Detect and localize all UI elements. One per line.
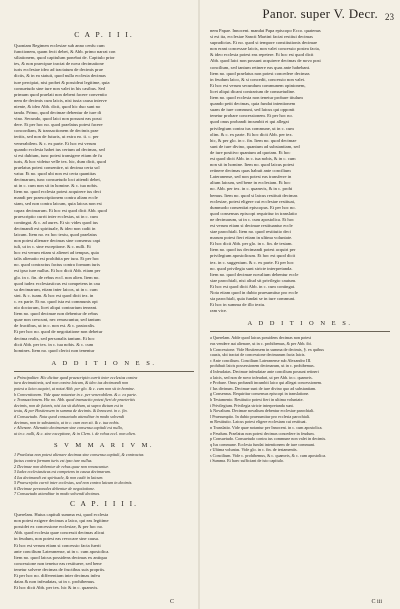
text-line: nem de decimis cum laicis, nisi iusta causa interve (14, 97, 107, 103)
text-line: ut in c. cum non sit in homine. & c. tua nobis. (14, 183, 99, 189)
text-line: in feudum, non potest eas revocare sine causa. (14, 536, 100, 542)
text-line: Et hoc in summa de illo textu. (210, 302, 266, 308)
addition-line: c Transactionem. Hic no. Abb. quod transactio potest fieri de praeteritis (14, 397, 136, 403)
text-line: datas & non infeudatas, ut in c. prohibemus. (14, 579, 96, 585)
text-line: hoc est verum etiam si alienet ad tempus, quia (14, 250, 99, 256)
text-line: privilegium contra ius commune, ut in c. cum (210, 125, 294, 131)
text-line: quod iudex ecclesiasticus est competens in cau (14, 280, 100, 286)
addition-line: s Concilium. Vide c. prohibemus, & c. quamvis, & c. cum apostolica. (210, 452, 327, 458)
text-line: praelatus potest consentire, ut decima certa sol (14, 164, 100, 170)
text-line: supradictas. Et no. quod si tempore constitutionis decimae (210, 40, 318, 46)
addition-line: e Probare. Onus probandi incumbit laico qui allegat concessionem. (210, 380, 323, 386)
text-line: consuetudo sine iure non valet in his casibus. Sed (14, 85, 105, 91)
text-line: Nota etiam quod in dubio praesumitur pro eccle (210, 290, 298, 296)
addition-line: textu, & per Hostiensem in summa de decimis. & Innocent. in c. fin. (14, 408, 128, 414)
text-line: no. Abb. per tex. in c. quamvis, & in c. prohi (210, 186, 293, 192)
text-line: primum quod praelati non debent facere conventio (14, 91, 107, 97)
text-line: Item no. quod decimae non debentur de rebus (14, 311, 98, 317)
text-line: si est dubium, tunc potest transigere etiam de fu (14, 152, 102, 158)
text-line: ram vice. (210, 308, 228, 314)
text-line: venerabilem. & c. ex parte. Et hoc est verum (14, 140, 97, 146)
text-line: no. quod privilegia sunt stricte interpretanda. (210, 265, 293, 271)
text-line: no. quod contractus factus contra formam iuris (14, 262, 100, 268)
additions-text (14, 375, 194, 437)
addition-line: n Translatio. Vide quae notantur per Innocent. in c. cum apostolica. (210, 424, 323, 430)
addition-line: iura decimationis, sed non contra laicum, & ideo ius decimandi non (14, 380, 129, 386)
addition-line: e Alienare. Alienatio decimarum sine consensu capituli est nulla, (14, 425, 123, 431)
text-line: siam, sed non contra laicum, quia laicus non est (14, 201, 102, 207)
addition-line: a laicis, sed non de novo infeudari, ut per Abb. in c. quamvis. (210, 374, 313, 380)
addition-line: t Summa. Et haec sufficiant de isto capitulo. (210, 458, 285, 464)
text-line: alium laicum, sed bene in ecclesiam. Et hoc (210, 180, 291, 186)
text-line: Et hoc est verum secundum communem opinionem, (210, 82, 306, 88)
addition-line: f Ius divinum. Decimae sunt de iure divino quo ad substantiam. (210, 385, 317, 391)
text-line: Et per hoc no. quod de negotiatione non debetur (14, 329, 103, 335)
addition-line: k Novalium. Decimae novalium debentur ecclesiae parochiali. (210, 408, 315, 414)
text-line: Item no. quod ecclesia non tenetur probare titulum (210, 95, 303, 101)
text-line: concilium, sed tantum retinere eas quas ante habebant. (210, 64, 311, 70)
addition-line: m Restitutio. Laicus potest eligere ecclesiam cui restituat. (210, 419, 307, 425)
additions-title: A D D I T I O N E S. (51, 359, 157, 367)
addition-line: a Principaliter. Hic dicitur quod praescriptio currit inter ecclesias contra (14, 374, 138, 380)
addition-line: p Consuetudo. Consuetudo contra ius commune non valet in decimis. (210, 436, 327, 442)
text-line: tenetur probare concessionem. Et per hoc no. (210, 113, 293, 119)
divider (210, 331, 390, 332)
text-line: marum potest fieri etiam in ultima voluntate. (210, 235, 293, 241)
text-line: olim. & c. ex parte. Et hoc dicit Abb. per tex. (210, 131, 293, 137)
addition-line: q Ius commune. Ecclesia fundat intentionem de iure communi. (210, 441, 316, 447)
text-line: Et hoc dicit Abb. per tex. hic & in c. quamvis. (14, 585, 99, 591)
commentary-text-right (210, 28, 390, 314)
page-header (0, 4, 400, 26)
text-line: Item no. quod laicus possidens decimas ex antiqua (14, 554, 107, 560)
text-line: Et per hoc no. differentiam inter decimas infeu (14, 573, 100, 578)
text-line: Lateranense, sed non potest eas transferre in (210, 174, 292, 180)
text-line: Item no. quod ecclesia potest acquirere ius deci (14, 189, 101, 195)
text-line: niente, & ideo Abb. dicit, quod hic duo sunt no (14, 103, 101, 109)
text-line: hic, & per glo. in c. fin. Item no. quod decimae (210, 137, 297, 143)
text-line: sint. & c. tuam. & hoc est quod dicit tex. in (14, 292, 94, 298)
divider (14, 371, 194, 372)
addition-line: b Concessione. Vide Hostiensem in summa de decimis, §. ex quibus (210, 346, 324, 352)
text-line: siae parochiali. Item no. quod restitutio deci (210, 229, 291, 235)
text-line: laicum. Item no. ex hoc textu, quod praelatus (14, 231, 97, 237)
summary-line: 4 Ius decimandi est spirituale, & non cadit in laicum. (14, 474, 104, 480)
text-line: vino. Secundo, quod laici non possunt eas possi (14, 116, 102, 122)
text-line: quando ecclesia habet ius certum ad decimas, sed (14, 146, 105, 152)
text-line: licet aliqui dicant contrarium de consuetudine. (210, 88, 296, 94)
folio-number: 23 (385, 12, 394, 22)
text-line: mandi per praescriptionem contra aliam eccle (14, 195, 98, 201)
addition-line: g Consensus. Requiritur consensus episcopi in translatione. (210, 391, 310, 397)
text-line: capax decimarum. Et hoc est quod dicit Abb. quod (14, 207, 107, 213)
text-line: decimandi est spirituale, & ideo non cadit in (14, 225, 96, 231)
text-line: non erant concessae laicis, non valet concessio postea facta, (210, 46, 320, 52)
text-line: dummodo consentiat episcopus. Et per hoc no. (210, 204, 296, 210)
text-line: non potest exigere decimas a laico, qui eas legitime (14, 518, 109, 524)
text-line: c. ex parte. Et no. quod ista est communis opi (14, 298, 98, 304)
text-line: dere. Et per hoc no. quod praelatus potest facere (14, 122, 103, 128)
text-line: privilegium apostolicum. Et hoc est quod dicit (210, 253, 296, 259)
text-line: de iure positivo quantum ad quotam. Et hoc (210, 149, 291, 155)
summary-line: factus contra formam iuris est ipso iure nullus. (14, 457, 93, 463)
text-line: tanda. Primo, quod decimae debentur de iure di (14, 110, 102, 116)
text-line: iure percipiat, nisi probet & possideat legitime, quia (14, 79, 110, 85)
text-line: siae parochiali, nisi aliud sit privilegio cautum. (210, 277, 297, 283)
summary-line: 6 Decimae personales debentur de negotiatione. (14, 485, 96, 491)
right-column (210, 28, 390, 600)
running-head: Panor. super V. Decr. (262, 6, 378, 21)
text-line: turis, & hoc videtur velle tex. hic, dum dicit, quod (14, 158, 106, 164)
addition-line: potest a laico acquiri, ut notat Abb. per glo. & c. cum non sit in homine. (14, 385, 135, 391)
text-line: est quod dicit Abb. in c. tua nobis, & in c. cum (210, 155, 296, 161)
text-line: Item no. quod praelatus non potest concedere decimas (210, 70, 310, 76)
text-line: teritis, sed non de futuris, ut extra eo. ti. c. per (14, 134, 99, 140)
addition-line: decimis, non de futuris, nisi ius sit dubium, ut supra dictum est in (14, 402, 124, 408)
text-line: decima realis, sed personalis tantum. Et hoc (14, 335, 95, 341)
text-line: bemus. Item no. quod si laicus restituit decimas (210, 192, 298, 198)
addition-line: prohibuit laicis possessionem decimarum, ut in c. prohibemus. (210, 363, 315, 369)
text-line: Abb. quod ecclesia quae concessit decimas alicui (14, 530, 105, 536)
addition-line: o Feudum. Praelatus non potest decimas concedere in feudum. (210, 430, 315, 436)
text-line: talis alienatio est prohibita per iura. Et per hoc (14, 256, 100, 262)
text-line: concordiam, & transactionem de decimis prae (14, 128, 99, 134)
text-line: tuli, ut in c. sine exceptione. & c. nulli. Et (14, 244, 91, 250)
chapter-title-2: C A P. I I I I. (70, 499, 138, 509)
text-line: est ipso iure nullus. Et hoc dicit Abb. etiam per (14, 268, 101, 274)
text-line: dicit Abb. per tex. in c. tua nobis. & c. cum (14, 341, 94, 347)
text-line: decimarum, tunc consuetudo loci attendi debet, (14, 177, 101, 183)
left-column (14, 28, 194, 600)
addition-line: r Ultima voluntas. Vide glo. in c. fin. de testamentis. (210, 447, 298, 453)
addition-line: c Ante concilium. Concilium Lateranense sub Alexandro III. (210, 357, 312, 363)
text-line: suam de iure communi, sed laicus qui opponit (210, 107, 295, 113)
summary-line: 2 Decimae non debentur de rebus quae non renascuntur. (14, 463, 109, 469)
summary-line: 5 Praescriptio currit inter ecclesias, sed non contra laicum in decimis. (14, 480, 133, 486)
text-line: sa decimarum, etiam inter laicos, ut in c. cum (14, 286, 98, 292)
summary-line: 7 Consuetudo attenditur in modo solvendi decimas. (14, 491, 101, 497)
addition-line: d Infeudatas. Decimae infeudatae ante concilium possunt retineri (210, 368, 319, 374)
text-line: Abb. quod laici non possunt acquirere decimas de novo post (210, 58, 321, 64)
text-line: Item no. quod decimae novalium debentur eccle (210, 271, 299, 277)
text-line: quod consensus episcopi requiritur in translatio (210, 210, 297, 216)
text-line: Quoniam Regimen ecclesiae sub anno cenfu cum (14, 43, 105, 48)
addition-line: b Conventionem. Vide quae notantur in c. per venerabilem. & c. ex parte. (14, 391, 138, 397)
text-line: non potest alienare decimas sine consensu capi (14, 238, 101, 243)
summary-text (14, 452, 194, 497)
addition-line: eas vendere aut alienare, ut in c. prohibemus, & per Abb. ibi. (210, 341, 312, 346)
text-line: de fructibus, ut in c. non est. & c. pastoralis. (14, 323, 96, 329)
text-line: Querelam. Huius capituli summa est, quod ecclesia (14, 512, 109, 518)
text-line: vatur. Et no. quod ubi non est certa quantitas (14, 170, 96, 176)
text-line: quae non crescunt, nec renascuntur, sed tantum (14, 317, 101, 323)
text-line: tes, & non praecipue tractat de nova decimatione (14, 61, 104, 67)
summary-title: S V M M A R I V M. (54, 442, 154, 450)
text-line: sia parochiali, quia fundat se in iure communi. (210, 296, 296, 302)
additions-text-right (210, 335, 390, 464)
text-line: Item no. quod ius decimandi potest acquiri per (210, 247, 296, 253)
text-line: ante concilium Lateranense, ut in c. cum apostolica. (14, 548, 110, 554)
column-gutter (198, 0, 200, 609)
addition-line: causis, ubi tractat de concessione decimarum facta laicis. (210, 352, 306, 358)
text-line: & ideo ecclesia potest eas repetere. Et hoc est quod dicit (210, 52, 314, 58)
text-line: si est ita, ecclesiae Sancti Martini faciat restitui decimas (210, 34, 313, 40)
text-line: contingat. & c. ad aures. Et sic vides quod ius (14, 219, 98, 225)
addition-line: ut in c. nulli, & c. sine exceptione, & in Clem. i. de rebus eccl. non alien. (14, 430, 136, 436)
addition-line: l Praesumptio. In dubio praesumitur pro ecclesia parochiali. (210, 413, 311, 419)
text-line: est verum etiam si decimae restituantur eccle (210, 223, 293, 228)
text-line: homines. Item no. quod clerici non tenentur (14, 347, 95, 353)
addition-line: d Consuetudo. Nota quod consuetudo attenditur in modo solvendi (14, 413, 125, 419)
signature-mark-left: C (170, 599, 175, 605)
additions-title-right: A D D I T I O N E S. (247, 320, 353, 328)
addition-line: decimas, non in substantia, ut in c. cum non sit. & c. tua nobis. (14, 419, 120, 425)
text-line: dictis, & in ea statuit, quod nulla ecclesia decimas (14, 73, 106, 79)
text-line: Et hoc est verum etiam si concessio facta fuerit (14, 542, 101, 548)
addition-line: h Testamento. Restitutio potest fieri in ultima voluntate. (210, 396, 304, 402)
text-line: possidet ex concessione ecclesiae, & per hoc no. (14, 524, 104, 530)
text-line: praescriptio currit inter ecclesias, ut in c. cum (14, 213, 98, 219)
text-line: siliationem, quod capitulum ponebat de. Capitulo prior (14, 55, 115, 61)
text-line: non sit in homine. Item no. quod laicus potest (210, 162, 294, 168)
text-line: nem Papae. Innocent. mandat Papa episcopo Ecco. quatenus (210, 28, 321, 33)
text-line: iuris ecclesiae ideo ad tractatum de decimis prae (14, 67, 103, 73)
text-line: concessione non tenetur eas restituere, sed bene (14, 560, 102, 566)
text-line: nio doctorum, licet aliqui contrarium teneant. (14, 305, 98, 311)
text-line: ne decimarum, ut in c. cum apostolica. Et hoc (210, 216, 295, 222)
text-line: quando petit decimas, quia fundat intentionem (210, 101, 296, 107)
text-line: tenetur solvere decimas de fructibus suis propriis. (14, 566, 106, 572)
text-line: ecclesiae, potest eligere cui ecclesiae restituat, (210, 198, 296, 204)
summary-line: 3 Iudex ecclesiasticus est competens in causa decimarum. (14, 469, 111, 475)
text-line: Et hoc dicit Abb. per glo. in c. fin. de testam. (210, 241, 293, 247)
text-line: in feudum laico, & si concedit, concessio non valet. (210, 76, 306, 82)
signature-mark-right: C iii (371, 599, 382, 605)
addition-line: a Querelam. Adde quod laicus possidens decimas non potest (210, 335, 312, 341)
text-line: sunt de iure divino, quantum ad substantiam, sed (210, 143, 300, 149)
commentary-text-2 (14, 512, 194, 591)
commentary-text (14, 43, 194, 354)
text-line: glo. in c. fin. de rebus eccl. non alien. Item no. (14, 274, 100, 280)
chapter-title: C A P. I I I. (74, 30, 134, 39)
text-line: tex. in c. suggestum. & c. ex parte. Et per hoc (210, 259, 294, 265)
text-line: quod onus probandi incumbit ei qui allegat (210, 119, 289, 125)
summary-line: 1 Praelatus non potest alienare decimas sine consensu capituli, & contractus (14, 452, 144, 458)
text-line: functionem, quam fecit debet, & Abb. primo narrat con (14, 49, 116, 55)
text-line: retinere decimas quas habuit ante concilium (210, 168, 291, 174)
text-line: Et hoc est quod dicit Abb. in c. cum contingat. (210, 283, 296, 289)
addition-line: i Privilegium. Privilegia stricte interpretanda sunt. (210, 402, 294, 408)
